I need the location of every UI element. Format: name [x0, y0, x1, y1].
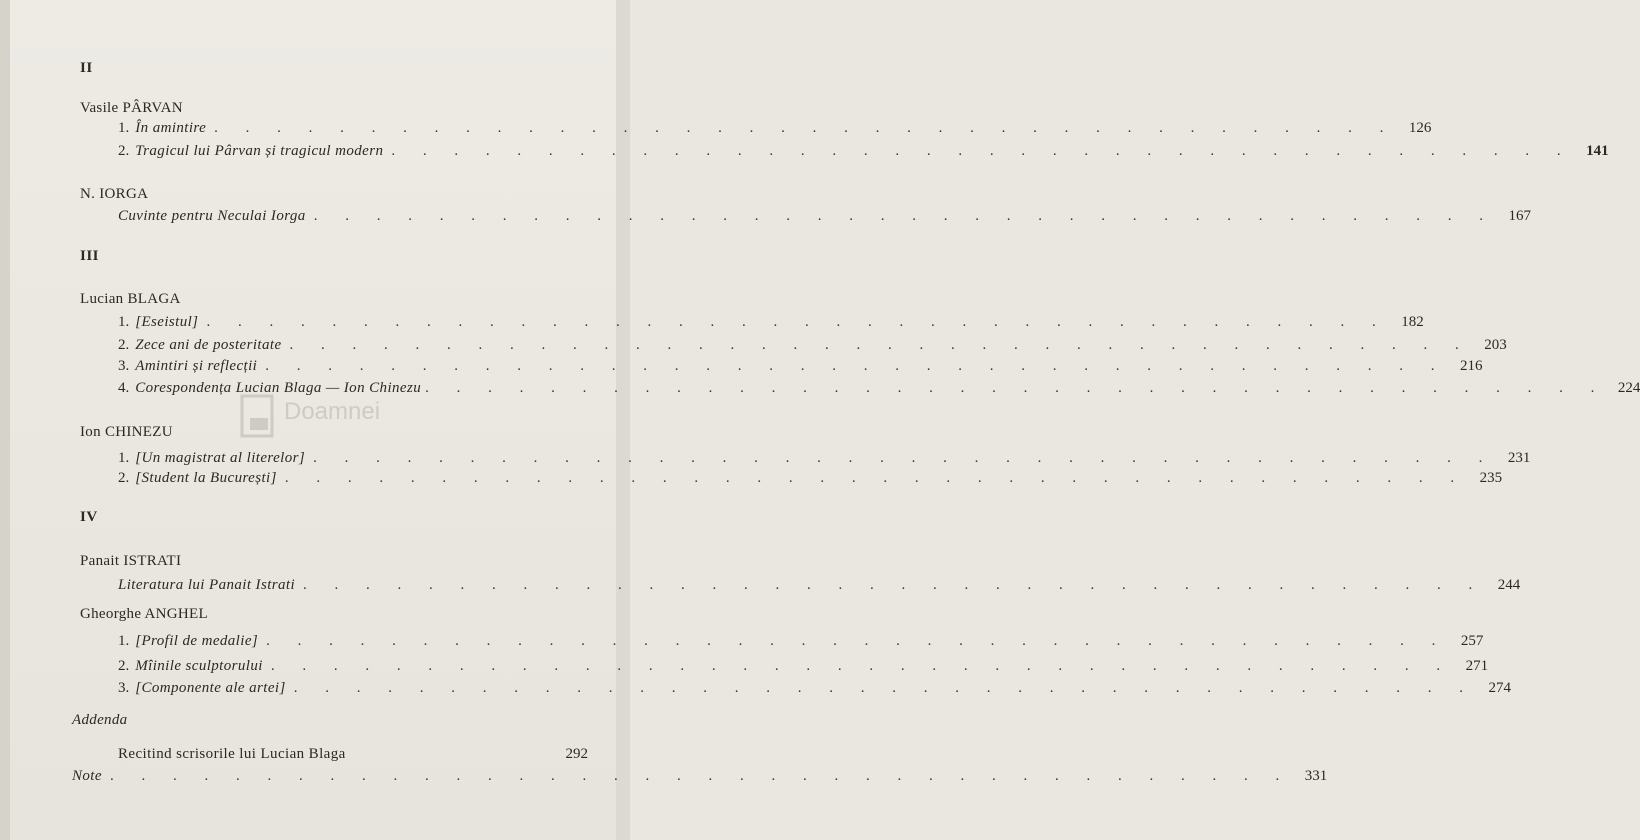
entry-page: 235	[1479, 470, 1503, 486]
toc-entry[interactable]	[118, 658, 1489, 680]
leader-dots: . . . . . . . . . . . . . . . . . . . . . . . . . . . . . . . . . . . . . .	[391, 143, 1573, 159]
leader-dots: . . . . . . . . . . . . . . . . . . . . . . . . . . . . . . . . . . . . . .	[425, 380, 1607, 396]
entry-number: 1.	[118, 314, 130, 330]
author-heading: Lucian BLAGA	[80, 291, 181, 307]
author-heading: Panait ISTRATI	[80, 553, 182, 569]
entry-title: Zece ani de posteritate	[135, 337, 282, 353]
entry-page: 257	[1460, 633, 1484, 649]
leader-dots: . . . . . . . . . . . . . . . . . . . . . . . . . . . . . . . . . . . . . .	[214, 120, 1396, 136]
entry-page: 182	[1401, 314, 1424, 330]
entry-number: 3.	[118, 680, 130, 696]
leader-dots: . . . . . . . . . . . . . . . . . . . . . . . . . . . . . . . . . . . . . .	[265, 358, 1447, 374]
toc-entry[interactable]	[118, 208, 1531, 230]
toc-entry[interactable]	[118, 120, 1432, 142]
leader-dots: . . . . . . . . . . . . . . . . . . . . . . . . . . . . . . . . . . . . . .	[289, 337, 1471, 353]
entry-number: 2.	[118, 337, 130, 353]
leader-dots: . . . . . . . . . . . . . . . . . . . . . . . . . . . . . . . . . . . . . .	[266, 633, 1448, 649]
toc-entry[interactable]	[118, 380, 1640, 402]
addenda-heading: Addenda	[72, 712, 128, 728]
entry-number: 2.	[118, 470, 130, 486]
entry-title: [Student la București]	[135, 470, 277, 486]
entry-title: Literatura lui Panait Istrati	[118, 577, 296, 593]
toc-entry[interactable]	[118, 746, 588, 768]
entry-title: [Eseistul]	[135, 314, 199, 330]
entry-title: Cuvinte pentru Neculai Iorga	[118, 208, 306, 224]
entry-title: Recitind scrisorile lui Lucian Blaga	[118, 746, 346, 762]
section-heading: II	[80, 60, 93, 76]
entry-title: Corespondența Lucian Blaga — Ion Chinezu	[135, 380, 422, 396]
entry-page: 331	[1304, 768, 1328, 784]
toc-entry[interactable]	[118, 633, 1484, 655]
entry-page: 271	[1465, 658, 1489, 674]
toc-entry[interactable]	[118, 470, 1503, 492]
leader-dots: . . . . . . . . . . . . . . . . . . . . . . . . . . . . . . . . . . . . . .	[303, 577, 1485, 593]
leader-dots: . . . . . . . . . . . . . . . . . . . . . . . . . . . . . . . . . . . . . .	[293, 680, 1475, 696]
page-edge-left	[0, 0, 10, 840]
leader-dots: . . . . . . . . . . . . . . . . . . . . . . . . . . . . . . . . . . . . . .	[270, 658, 1453, 674]
toc-entry[interactable]	[118, 358, 1483, 380]
leader-dots: . . . . . . . . . . . . . . . . . . . . . . . . . . . . . . . . . . . . . .	[284, 470, 1467, 486]
entry-title: [Componente ale artei]	[135, 680, 286, 696]
entry-page: 126	[1408, 120, 1432, 136]
author-heading: N. IORGA	[80, 186, 149, 202]
entry-page: 167	[1508, 208, 1531, 224]
entry-page: 224	[1617, 380, 1640, 396]
entry-title: Mîinile sculptorului	[135, 658, 263, 674]
toc-entry[interactable]	[118, 143, 1609, 165]
author-heading: Gheorghe ANGHEL	[80, 606, 208, 622]
entry-title: Tragicul lui Pârvan și tragicul modern	[135, 143, 384, 159]
entry-page: 244	[1497, 577, 1521, 593]
entry-number: 4.	[118, 380, 130, 396]
entry-title: [Un magistrat al literelor]	[135, 450, 306, 466]
toc-entry[interactable]	[118, 577, 1521, 599]
entry-number: 2.	[118, 143, 130, 159]
entry-page: 231	[1507, 450, 1531, 466]
entry-title: Note	[72, 768, 102, 784]
section-heading: III	[80, 248, 100, 264]
toc-entry[interactable]	[72, 768, 1328, 790]
entry-number: 1.	[118, 120, 130, 136]
leader-dots: . . . . . . . . . . . . . . . . . . . . . . . . . . . . . . . . . . . . . .	[313, 208, 1495, 224]
author-heading: Vasile PÂRVAN	[80, 100, 183, 116]
leader-dots: . . . . . . . . . . . . . . . . . . . . . . . . . . . . . . . . . . . . . .	[206, 314, 1388, 330]
entry-title: În amintire	[135, 120, 207, 136]
entry-page: 141	[1586, 143, 1609, 159]
entry-page: 292	[565, 746, 588, 762]
toc-entry[interactable]	[118, 314, 1424, 336]
toc-entry[interactable]	[118, 450, 1531, 472]
entry-page: 203	[1484, 337, 1507, 353]
entry-number: 3.	[118, 358, 130, 374]
section-heading: IV	[80, 509, 98, 525]
entry-number: 2.	[118, 658, 130, 674]
entry-title: Amintiri și reflecții	[135, 358, 258, 374]
entry-page: 274	[1488, 680, 1511, 696]
entry-title: [Profil de medalie]	[135, 633, 259, 649]
author-heading: Ion CHINEZU	[80, 424, 173, 440]
toc-entry[interactable]	[118, 680, 1511, 702]
toc-entry[interactable]	[118, 337, 1507, 359]
leader-dots: . . . . . . . . . . . . . . . . . . . . . . . . . . . . . . . . . . . . . .	[313, 450, 1495, 466]
watermark-text: Doamnei	[284, 398, 381, 425]
leader-dots: . . . . . . . . . . . . . . . . . . . . . . . . . . . . . . . . . . . . . .	[109, 768, 1292, 784]
entry-number: 1.	[118, 450, 130, 466]
entry-number: 1.	[118, 633, 130, 649]
entry-page: 216	[1460, 358, 1483, 374]
